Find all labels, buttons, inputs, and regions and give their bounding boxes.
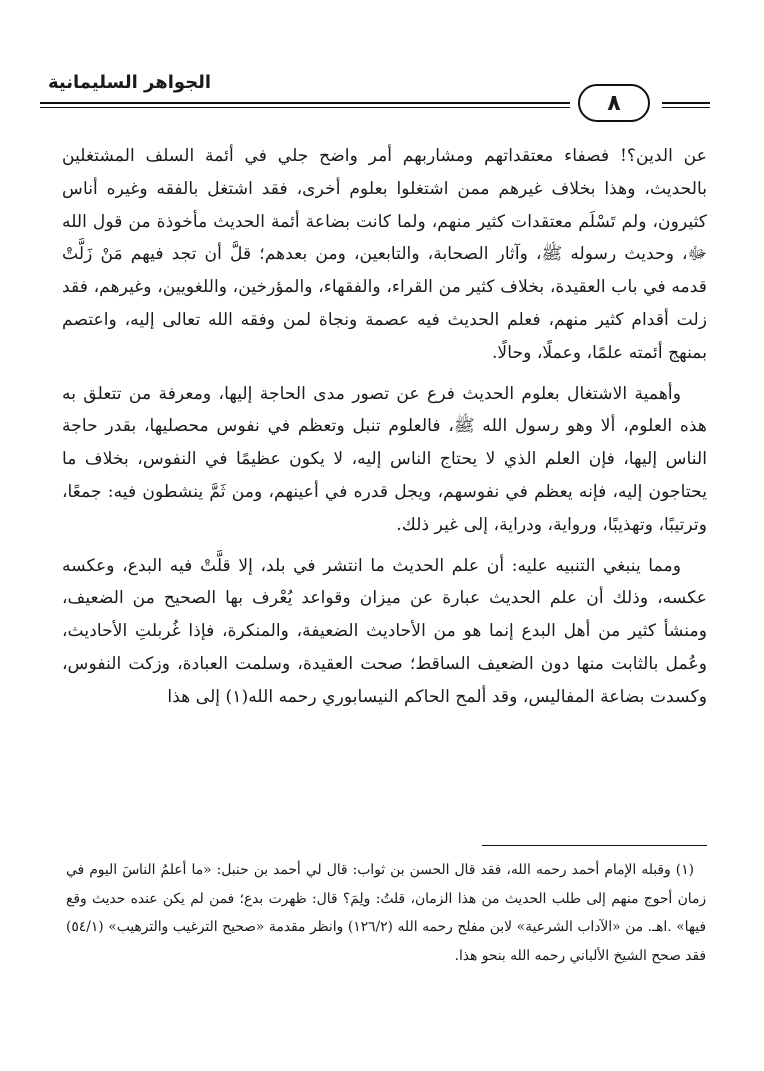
header-rule — [40, 102, 570, 104]
main-text — [62, 140, 707, 722]
header-rule-right-thin — [662, 107, 710, 108]
header-rule-thin — [40, 107, 570, 108]
paragraph-1: عن الدين؟! فصفاء معتقداتهم ومشاربهم أمر واضح جلي في أئمة السلف المشتغلين بالحديث، وهذا بخلاف غيرهم ممن اشتغلوا بعلوم أخرى، فقد اشتغل بالفقه وغيره أناس كثيرون، ولم تَسْلَم معتقدات كثير منهم، ولما كانت بضاعة أئمة الحديث مأخوذة من قول الله ﷻ، وحديث رسوله ﷺ، وآثار الصحابة، والتابعين، ومن بعدهم؛ قلَّ أن تجد فيهم مَنْ زَلَّتْ قدمه في باب العقيدة، بخلاف كثير من القراء، والفقهاء، والمؤرخين، واللغويين، وغيرهم، فقد زلت أقدام كثير منهم، فعلم الحديث فيه عصمة ونجاة لمن وفقه الله تعالى إليه، واعتصم بمنهج أئمته علمًا، وعملًا، وحالًا. — [62, 146, 707, 363]
header-rule-right — [662, 102, 710, 104]
paragraph-3: ومما ينبغي التنبيه عليه: أن علم الحديث ما انتشر في بلد، إلا قلَّتْ فيه البدع، وعكسه عكسه، وذلك أن علم الحديث عبارة عن ميزان وقواعد يُعْرف بها الصحيح من الضعيف، ومنشأ كثير من أهل البدع إنما هو من الأحاديث الضعيفة، والمنكرة، فإذا غُربلتِ الأحاديث، وعُمل بالثابت منها دون الضعيف الساقط؛ صحت العقيدة، وسلمت العبادة، وزكت النفوس، وكسدت بضاعة المفاليس، وقد ألمح الحاكم النيسابوري رحمه الله(١) إلى هذا — [62, 555, 707, 707]
footnote-separator — [482, 845, 707, 846]
footnote-1: (١) وقبله الإمام أحمد رحمه الله، فقد قال الحسن بن ثواب: قال لي أحمد بن حنبل: «ما أعلمُ الناسَ اليوم في زمان أحوج منهم إلى طلب الحديث من هذا الزمان، قلتُ: ولِمَ؟ قال: ظهرت بدع؛ فمن لم يكن عنده حديث وقع فيها» .اهـ. من «الآداب الشرعية» لابن مفلح رحمه الله (١٢٦/٢) وانظر مقدمة «صحيح الترغيب والترهيب» (٥٤/١) فقد صحح الشيخ الألباني رحمه الله بنحو هذا. — [66, 862, 706, 964]
page-number: ٨ — [578, 84, 650, 122]
paragraph-2: وأهمية الاشتغال بعلوم الحديث فرع عن تصور مدى الحاجة إليها، ومعرفة من تتعلق به هذه العلوم، ألا وهو رسول الله ﷺ، فالعلوم تنبل وتعظم في نفوس محصليها، بقدر حاجة الناس إليها، فإن العلم الذي لا يحتاج الناس إليه، لا يكون عظيمًا في النفوس، بخلاف ما يحتاجون إليه، فإنه يعظم في نفوسهم، ويجل قدره في أعينهم، ومن ثَمَّ ينشطون فيه: جمعًا، وترتيبًا، وتهذيبًا، ورواية، ودراية، إلى غير ذلك. — [62, 383, 707, 535]
page-header — [40, 68, 710, 128]
book-title: الجواهر السليمانية — [48, 72, 212, 93]
footnote — [66, 856, 706, 970]
